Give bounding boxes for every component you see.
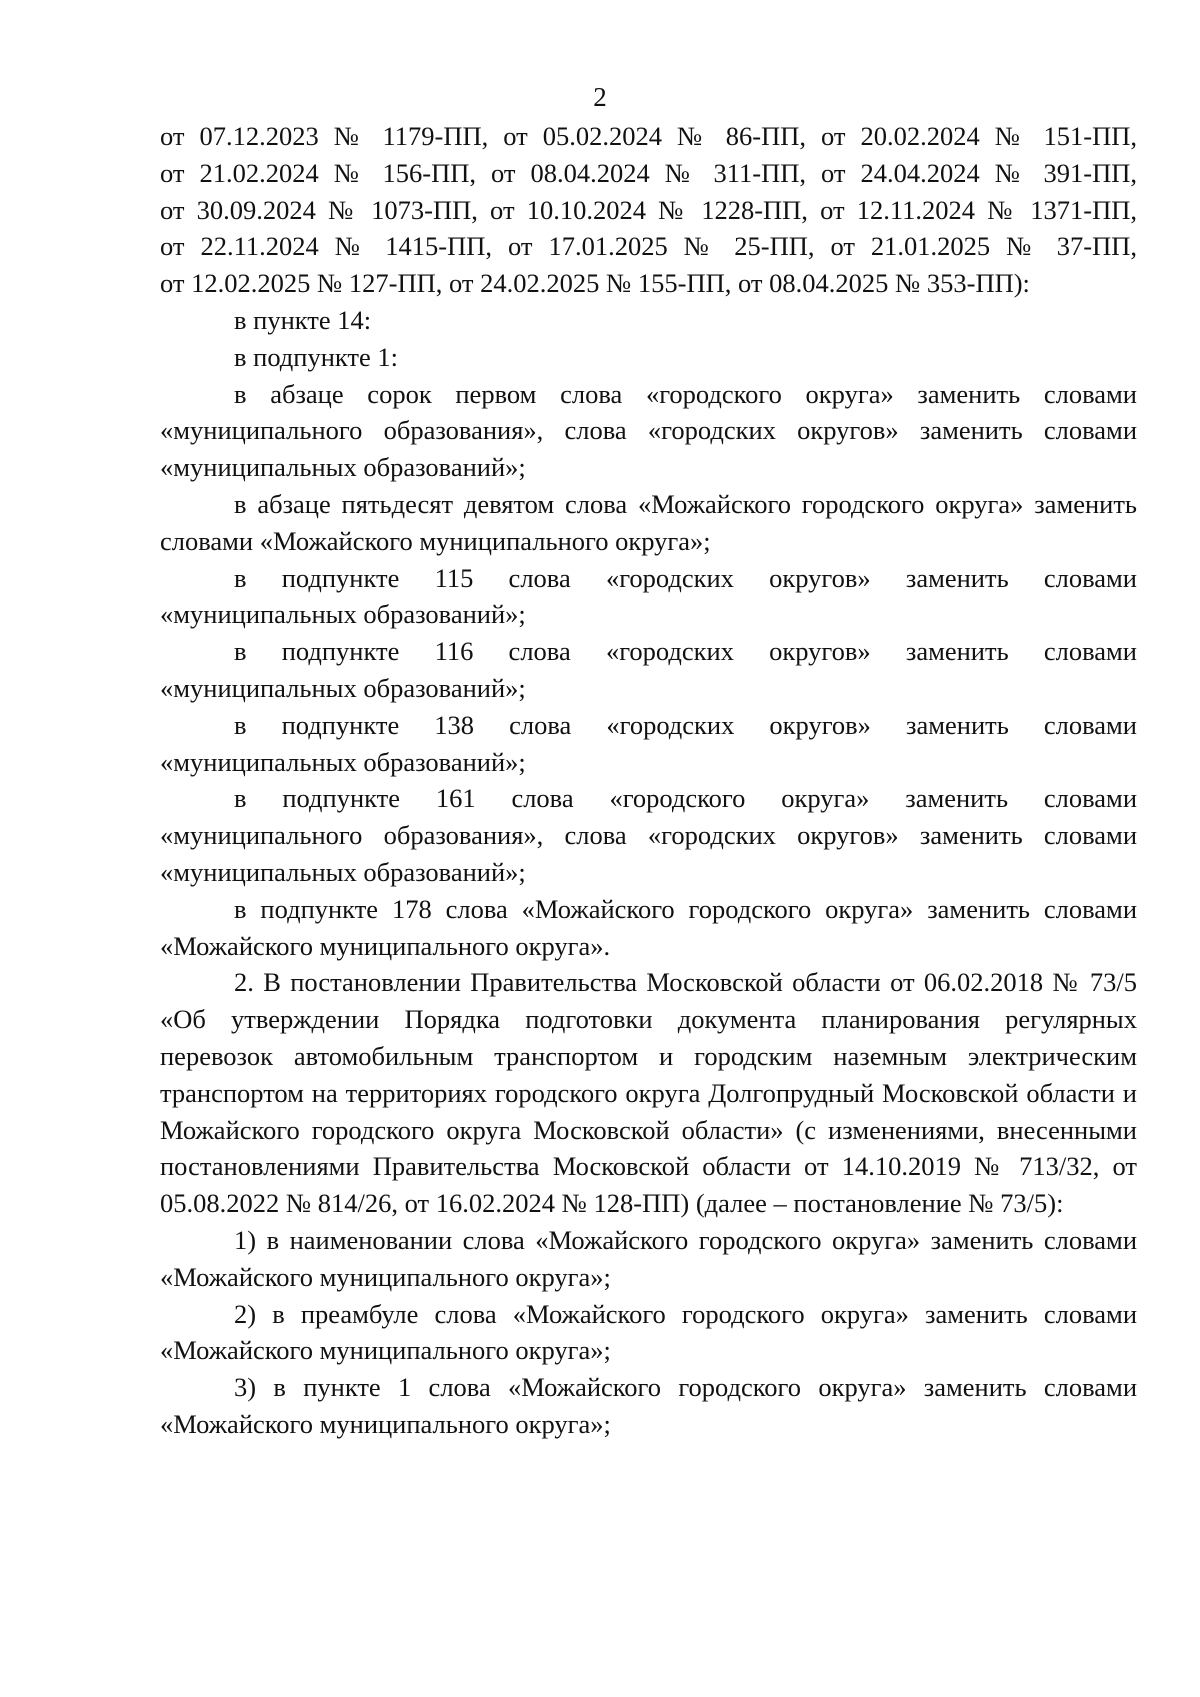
- paragraph-subitem-161: в подпункте 161 слова «городского округа» заменить словами «муниципального образования», слова «городских округов» заменить словами «муниципальных образований»;: [160, 783, 1137, 887]
- paragraph-item-14: в пункте 14:: [234, 304, 372, 335]
- paragraph-abzac-59: в абзаце пятьдесят девятом слова «Можайского городского округа» заменить словами «Можайского муниципального округа»;: [160, 488, 1137, 556]
- paragraph-subitem-1: в подпункте 1:: [234, 341, 399, 372]
- reference-line: от 21.02.2024 № 156-ПП, от 08.04.2024 № 311-ПП, от 24.04.2024 № 391-ПП,: [160, 157, 1137, 188]
- document-body: [160, 118, 1137, 1443]
- paragraph-point-1-title: 1) в наименовании слова «Можайского городского округа» заменить словами «Можайского муниципального округа»;: [160, 1224, 1137, 1292]
- paragraph-point-3-item-1: 3) в пункте 1 слова «Можайского городского округа» заменить словами «Можайского муниципального округа»;: [160, 1372, 1137, 1439]
- paragraph-section-2: 2. В постановлении Правительства Московской области от 06.02.2018 № 73/5 «Об утверждении Порядка подготовки документа планирования регулярных перевозок автомобильным транспортом и городским наземным электрическим транспортом на территориях городского округа Долгопрудный Московской области и Можайского городского округа Московской области» (с изменениями, внесенными постановлениями Правительства Московской области от 14.10.2019 № 713/32, от 05.08.2022 № 814/26, от 16.02.2024 № 128-ПП) (далее – постановление № 73/5):: [160, 967, 1137, 1219]
- reference-line: от 22.11.2024 № 1415-ПП, от 17.01.2025 № 25-ПП, от 21.01.2025 № 37-ПП,: [160, 231, 1137, 262]
- paragraph-subitem-115: в подпункте 115 слова «городских округов» заменить словами «муниципальных образований»;: [160, 562, 1137, 630]
- paragraph-subitem-138: в подпункте 138 слова «городских округов» заменить словами «муниципальных образований»;: [160, 709, 1137, 777]
- page-number: 2: [593, 82, 607, 112]
- paragraph-subitem-178: в подпункте 178 слова «Можайского городского округа» заменить словами «Можайского муниципального округа».: [160, 893, 1137, 961]
- paragraph-abzac-41: в абзаце сорок первом слова «городского округа» заменить словами «муниципального образования», слова «городских округов» заменить словами «муниципальных образований»;: [160, 378, 1137, 483]
- paragraph-point-2-preamble: 2) в преамбуле слова «Можайского городского округа» заменить словами «Можайского муниципального округа»;: [160, 1298, 1137, 1366]
- amendment-references: [160, 118, 1137, 302]
- reference-line: от 07.12.2023 № 1179-ПП, от 05.02.2024 № 86-ПП, от 20.02.2024 № 151-ПП,: [160, 121, 1137, 151]
- reference-line: от 12.02.2025 № 127-ПП, от 24.02.2025 № 155-ПП, от 08.04.2025 № 353-ПП):: [160, 268, 1030, 299]
- paragraph-subitem-116: в подпункте 116 слова «городских округов» заменить словами «муниципальных образований»;: [160, 636, 1137, 703]
- reference-line: от 30.09.2024 № 1073-ПП, от 10.10.2024 № 1228-ПП, от 12.11.2024 № 1371-ПП,: [160, 194, 1137, 225]
